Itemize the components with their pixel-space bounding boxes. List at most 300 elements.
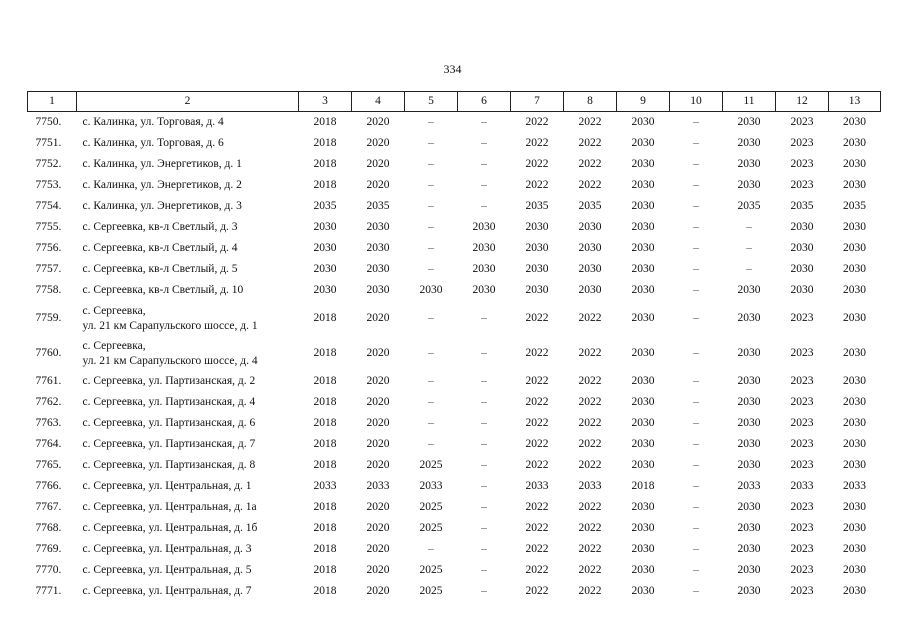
row-number: 7770. [35, 564, 62, 576]
address-cell [77, 371, 299, 392]
column-header: 13 [829, 92, 881, 112]
value-cell: 2018 [313, 438, 337, 450]
table-row [28, 280, 881, 301]
value-cell: 2030 [313, 284, 337, 296]
value-cell: 2035 [366, 200, 390, 212]
value-cell: – [481, 459, 487, 471]
table-row [28, 133, 881, 154]
value-cell: – [693, 221, 699, 233]
value-cell: – [693, 438, 699, 450]
address-cell [77, 455, 299, 476]
value-cell: 2035 [525, 200, 549, 212]
column-header: 5 [405, 92, 458, 112]
value-cell: – [481, 347, 487, 359]
value-cell: 2030 [843, 263, 866, 275]
value-cell: 2030 [525, 263, 549, 275]
address-line: с. Сергеевка, ул. Центральная, д. 5 [82, 564, 252, 576]
value-cell: 2022 [525, 417, 549, 429]
value-cell: 2030 [472, 221, 496, 233]
value-cell: 2022 [578, 585, 602, 597]
value-cell: 2030 [578, 263, 602, 275]
value-cell: 2020 [366, 585, 390, 597]
address-cell [77, 581, 299, 602]
address-cell [77, 434, 299, 455]
value-cell: 2020 [366, 438, 390, 450]
address-line: с. Сергеевка, кв-л Светлый, д. 4 [82, 242, 238, 254]
value-cell: 2033 [525, 480, 549, 492]
value-cell: 2030 [578, 221, 602, 233]
value-cell: – [481, 200, 487, 212]
value-cell: 2030 [472, 242, 496, 254]
row-number: 7768. [35, 522, 62, 534]
value-cell: – [428, 438, 434, 450]
row-number: 7767. [35, 501, 62, 513]
value-cell: 2018 [313, 396, 337, 408]
value-cell: 2023 [790, 158, 814, 170]
value-cell: 2022 [578, 375, 602, 387]
value-cell: 2030 [843, 312, 866, 324]
address-line: с. Сергеевка, ул. Партизанская, д. 8 [82, 459, 256, 471]
value-cell: 2030 [843, 242, 866, 254]
value-cell: 2023 [790, 543, 814, 555]
value-cell: – [693, 375, 699, 387]
value-cell: 2022 [578, 543, 602, 555]
value-cell: 2018 [313, 312, 337, 324]
address-cell [77, 518, 299, 539]
value-cell: 2030 [737, 564, 761, 576]
value-cell: – [481, 522, 487, 534]
value-cell: 2022 [525, 137, 549, 149]
address-line: с. Сергеевка, кв-л Светлый, д. 10 [82, 284, 244, 296]
value-cell: – [693, 543, 699, 555]
value-cell: 2020 [366, 116, 390, 128]
row-number: 7752. [35, 158, 62, 170]
value-cell: 2022 [525, 312, 549, 324]
address-line: с. Сергеевка, ул. Партизанская, д. 2 [82, 375, 256, 387]
value-cell: 2020 [366, 158, 390, 170]
table-row [28, 112, 881, 134]
value-cell: 2030 [843, 179, 866, 191]
value-cell: 2030 [631, 501, 655, 513]
address-cell [77, 560, 299, 581]
value-cell: 2022 [525, 438, 549, 450]
value-cell: 2022 [578, 522, 602, 534]
address-cell [77, 238, 299, 259]
value-cell: 2022 [578, 396, 602, 408]
value-cell: – [428, 417, 434, 429]
value-cell: 2025 [419, 501, 443, 513]
address-cell [77, 539, 299, 560]
address-cell [77, 301, 299, 336]
value-cell: – [693, 347, 699, 359]
value-cell: 2030 [366, 242, 390, 254]
value-cell: – [428, 312, 434, 324]
address-cell [77, 259, 299, 280]
value-cell: 2030 [631, 396, 655, 408]
value-cell: 2022 [525, 396, 549, 408]
value-cell: 2020 [366, 564, 390, 576]
value-cell: 2022 [578, 312, 602, 324]
value-cell: 2030 [843, 284, 866, 296]
value-cell: – [693, 480, 699, 492]
row-number: 7769. [35, 543, 62, 555]
value-cell: 2025 [419, 564, 443, 576]
value-cell: 2030 [737, 501, 761, 513]
table-row [28, 581, 881, 602]
value-cell: 2030 [631, 221, 655, 233]
row-number: 7755. [35, 221, 62, 233]
table-row [28, 434, 881, 455]
row-number: 7766. [35, 480, 62, 492]
value-cell: – [481, 179, 487, 191]
table-row [28, 175, 881, 196]
value-cell: – [693, 564, 699, 576]
row-number: 7750. [35, 116, 62, 128]
value-cell: 2018 [313, 522, 337, 534]
value-cell: 2030 [631, 417, 655, 429]
value-cell: – [428, 543, 434, 555]
value-cell: 2033 [419, 480, 443, 492]
value-cell: 2035 [737, 200, 761, 212]
value-cell: 2023 [790, 375, 814, 387]
table-row [28, 560, 881, 581]
value-cell: 2022 [525, 543, 549, 555]
value-cell: – [428, 116, 434, 128]
address-cell [77, 112, 299, 134]
table-row [28, 413, 881, 434]
address-line: с. Сергеевка, ул. Центральная, д. 7 [82, 585, 252, 597]
value-cell: – [693, 522, 699, 534]
value-cell: – [693, 179, 699, 191]
value-cell: – [481, 501, 487, 513]
value-cell: 2018 [313, 501, 337, 513]
address-line: с. Сергеевка, ул. Партизанская, д. 6 [82, 417, 256, 429]
value-cell: 2022 [525, 501, 549, 513]
value-cell: – [428, 375, 434, 387]
value-cell: – [481, 585, 487, 597]
address-line: с. Сергеевка, ул. Партизанская, д. 4 [82, 396, 256, 408]
value-cell: 2025 [419, 522, 443, 534]
value-cell: 2030 [631, 179, 655, 191]
column-header: 2 [77, 92, 299, 112]
table-row [28, 476, 881, 497]
table-row [28, 392, 881, 413]
value-cell: 2018 [313, 375, 337, 387]
value-cell: 2022 [525, 158, 549, 170]
value-cell: 2022 [525, 522, 549, 534]
value-cell: 2022 [525, 375, 549, 387]
value-cell: 2022 [578, 459, 602, 471]
value-cell: 2035 [843, 200, 866, 212]
value-cell: 2020 [366, 312, 390, 324]
value-cell: 2030 [790, 221, 814, 233]
value-cell: – [481, 116, 487, 128]
value-cell: 2022 [525, 459, 549, 471]
value-cell: – [746, 221, 752, 233]
value-cell: 2030 [843, 116, 866, 128]
value-cell: 2030 [366, 221, 390, 233]
value-cell: – [481, 543, 487, 555]
value-cell: – [693, 263, 699, 275]
value-cell: 2030 [631, 137, 655, 149]
value-cell: 2030 [843, 459, 866, 471]
value-cell: 2030 [366, 284, 390, 296]
row-number: 7758. [35, 284, 62, 296]
value-cell: – [428, 242, 434, 254]
value-cell: 2030 [366, 263, 390, 275]
value-cell: 2020 [366, 137, 390, 149]
value-cell: 2030 [737, 522, 761, 534]
value-cell: – [481, 396, 487, 408]
value-cell: – [428, 179, 434, 191]
address-cell [77, 497, 299, 518]
value-cell: 2018 [313, 459, 337, 471]
value-cell: 2030 [790, 242, 814, 254]
value-cell: – [481, 312, 487, 324]
column-header: 10 [670, 92, 723, 112]
value-cell: 2022 [578, 501, 602, 513]
value-cell: 2022 [578, 417, 602, 429]
value-cell: 2030 [843, 137, 866, 149]
address-line: с. Сергеевка, ул. Центральная, д. 3 [82, 543, 252, 555]
value-cell: 2030 [790, 284, 814, 296]
column-header: 6 [458, 92, 511, 112]
value-cell: 2030 [313, 242, 337, 254]
value-cell: 2030 [631, 522, 655, 534]
value-cell: – [693, 158, 699, 170]
table-row [28, 539, 881, 560]
value-cell: 2030 [737, 375, 761, 387]
address-cell [77, 175, 299, 196]
row-number: 7764. [35, 438, 62, 450]
value-cell: 2030 [525, 221, 549, 233]
value-cell: 2033 [790, 480, 814, 492]
row-number: 7759. [35, 312, 62, 324]
value-cell: 2023 [790, 312, 814, 324]
address-line: ул. 21 км Сарапульского шоссе, д. 1 [82, 319, 258, 332]
address-line: с. Сергеевка, ул. Центральная, д. 1 [82, 480, 252, 492]
value-cell: 2030 [843, 347, 866, 359]
column-header: 3 [299, 92, 352, 112]
value-cell: 2022 [578, 116, 602, 128]
address-line: с. Сергеевка, [82, 304, 146, 317]
row-number: 7763. [35, 417, 62, 429]
address-cell [77, 196, 299, 217]
table-row [28, 259, 881, 280]
address-cell [77, 336, 299, 371]
value-cell: 2030 [737, 312, 761, 324]
value-cell: – [693, 459, 699, 471]
value-cell: 2030 [525, 284, 549, 296]
value-cell: 2020 [366, 417, 390, 429]
value-cell: 2033 [737, 480, 761, 492]
value-cell: 2023 [790, 501, 814, 513]
value-cell: 2022 [578, 158, 602, 170]
value-cell: 2022 [578, 179, 602, 191]
value-cell: 2030 [737, 585, 761, 597]
value-cell: 2018 [313, 564, 337, 576]
address-cell [77, 280, 299, 301]
value-cell: 2030 [737, 543, 761, 555]
value-cell: – [746, 263, 752, 275]
value-cell: 2030 [737, 284, 761, 296]
row-number: 7756. [35, 242, 62, 254]
value-cell: 2020 [366, 501, 390, 513]
value-cell: – [428, 221, 434, 233]
value-cell: – [693, 501, 699, 513]
value-cell: 2030 [313, 263, 337, 275]
address-line: с. Калинка, ул. Торговая, д. 6 [82, 137, 224, 149]
value-cell: 2030 [631, 585, 655, 597]
value-cell: 2030 [631, 116, 655, 128]
address-line: с. Сергеевка, ул. Партизанская, д. 7 [82, 438, 256, 450]
value-cell: 2018 [313, 116, 337, 128]
value-cell: 2030 [843, 501, 866, 513]
address-line: с. Сергеевка, ул. Центральная, д. 1б [82, 522, 258, 534]
value-cell: 2018 [313, 585, 337, 597]
table-row [28, 497, 881, 518]
column-header: 8 [564, 92, 617, 112]
column-header: 1 [28, 92, 77, 112]
value-cell: – [428, 347, 434, 359]
value-cell: 2030 [843, 158, 866, 170]
address-line: с. Калинка, ул. Торговая, д. 4 [82, 116, 224, 128]
column-header: 12 [776, 92, 829, 112]
address-line: с. Калинка, ул. Энергетиков, д. 1 [82, 158, 242, 170]
value-cell: 2030 [631, 438, 655, 450]
value-cell: 2030 [737, 347, 761, 359]
column-header: 7 [511, 92, 564, 112]
address-cell [77, 133, 299, 154]
header-row [28, 92, 881, 112]
value-cell: 2030 [843, 438, 866, 450]
value-cell: 2018 [313, 543, 337, 555]
value-cell: 2022 [525, 564, 549, 576]
value-cell: 2030 [737, 137, 761, 149]
value-cell: 2033 [366, 480, 390, 492]
value-cell: – [481, 137, 487, 149]
row-number: 7762. [35, 396, 62, 408]
table-row [28, 238, 881, 259]
address-cell [77, 413, 299, 434]
value-cell: 2023 [790, 522, 814, 534]
value-cell: 2030 [737, 438, 761, 450]
value-cell: – [481, 438, 487, 450]
column-header: 9 [617, 92, 670, 112]
row-number: 7760. [35, 347, 62, 359]
value-cell: 2023 [790, 438, 814, 450]
value-cell: 2023 [790, 585, 814, 597]
value-cell: 2030 [472, 263, 496, 275]
value-cell: 2020 [366, 396, 390, 408]
value-cell: 2023 [790, 564, 814, 576]
value-cell: 2020 [366, 375, 390, 387]
value-cell: 2030 [790, 263, 814, 275]
schedule-table [27, 91, 881, 602]
value-cell: 2020 [366, 459, 390, 471]
value-cell: 2030 [419, 284, 443, 296]
address-cell [77, 217, 299, 238]
value-cell: 2030 [631, 543, 655, 555]
value-cell: 2030 [631, 459, 655, 471]
value-cell: 2025 [419, 459, 443, 471]
address-line: с. Сергеевка, кв-л Светлый, д. 3 [82, 221, 238, 233]
table-row [28, 196, 881, 217]
value-cell: – [481, 375, 487, 387]
value-cell: 2035 [313, 200, 337, 212]
column-header: 11 [723, 92, 776, 112]
value-cell: – [693, 417, 699, 429]
value-cell: 2022 [525, 585, 549, 597]
address-line: ул. 21 км Сарапульского шоссе, д. 4 [82, 354, 258, 367]
value-cell: 2030 [631, 312, 655, 324]
value-cell: 2030 [631, 375, 655, 387]
value-cell: 2030 [525, 242, 549, 254]
value-cell: 2020 [366, 543, 390, 555]
address-cell [77, 392, 299, 413]
value-cell: – [693, 200, 699, 212]
table-row [28, 371, 881, 392]
value-cell: 2030 [631, 158, 655, 170]
value-cell: – [693, 284, 699, 296]
row-number: 7771. [35, 585, 62, 597]
value-cell: 2035 [790, 200, 814, 212]
value-cell: 2030 [843, 417, 866, 429]
value-cell: 2022 [525, 179, 549, 191]
value-cell: 2018 [313, 158, 337, 170]
value-cell: – [693, 116, 699, 128]
value-cell: 2030 [313, 221, 337, 233]
value-cell: 2030 [737, 417, 761, 429]
value-cell: 2030 [737, 116, 761, 128]
table-row [28, 217, 881, 238]
value-cell: 2020 [366, 179, 390, 191]
table-row [28, 518, 881, 539]
value-cell: 2018 [313, 347, 337, 359]
value-cell: 2033 [313, 480, 337, 492]
value-cell: 2030 [631, 263, 655, 275]
value-cell: 2030 [578, 284, 602, 296]
value-cell: – [481, 564, 487, 576]
value-cell: 2025 [419, 585, 443, 597]
value-cell: 2023 [790, 396, 814, 408]
value-cell: 2030 [631, 347, 655, 359]
value-cell: 2023 [790, 347, 814, 359]
value-cell: 2023 [790, 417, 814, 429]
address-line: с. Сергеевка, кв-л Светлый, д. 5 [82, 263, 238, 275]
page-number: 334 [443, 62, 462, 76]
value-cell: 2023 [790, 137, 814, 149]
value-cell: 2018 [631, 480, 655, 492]
value-cell: 2030 [843, 221, 866, 233]
value-cell: – [693, 242, 699, 254]
row-number: 7753. [35, 179, 62, 191]
value-cell: 2022 [578, 347, 602, 359]
address-cell [77, 154, 299, 175]
address-line: с. Калинка, ул. Энергетиков, д. 2 [82, 179, 242, 191]
value-cell: 2030 [843, 585, 866, 597]
value-cell: 2020 [366, 347, 390, 359]
value-cell: 2022 [578, 137, 602, 149]
value-cell: – [693, 312, 699, 324]
column-header: 4 [352, 92, 405, 112]
value-cell: 2030 [843, 564, 866, 576]
value-cell: 2023 [790, 179, 814, 191]
value-cell: 2030 [843, 522, 866, 534]
value-cell: 2033 [578, 480, 602, 492]
value-cell: 2030 [737, 459, 761, 471]
value-cell: 2030 [631, 242, 655, 254]
